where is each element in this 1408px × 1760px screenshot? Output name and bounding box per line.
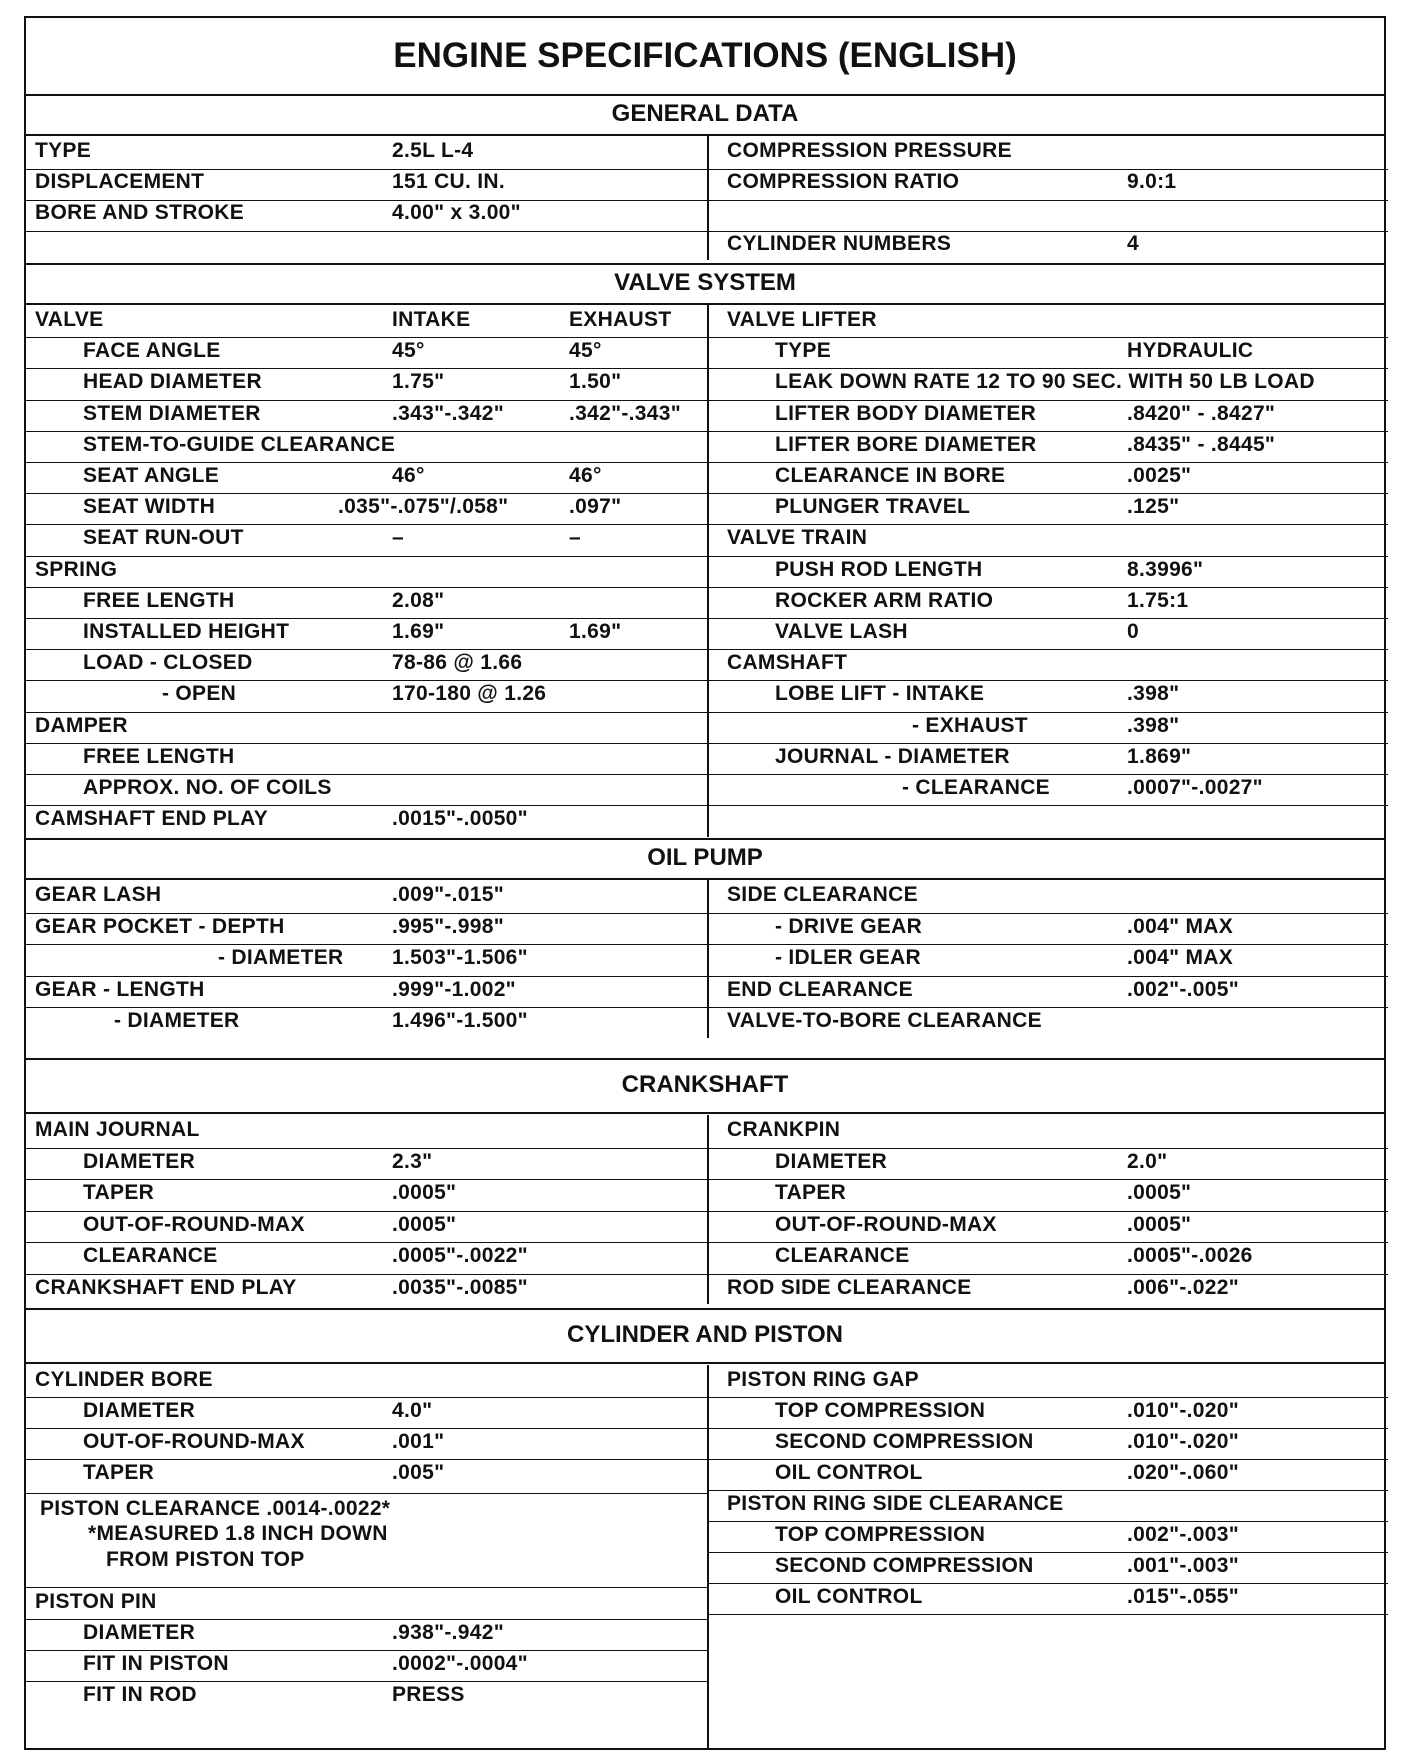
face-angle-exhaust: 45°: [569, 339, 602, 363]
head-diameter-exhaust: 1.50": [569, 370, 622, 394]
end-clearance-label: END CLEARANCE: [727, 977, 913, 1001]
camshaft-end-play-value: .0015"-.0050": [392, 807, 528, 831]
cp-taper-value: .0005": [1127, 1181, 1192, 1204]
crankpin-label: CRANKPIN: [727, 1118, 841, 1141]
seat-width-label: SEAT WIDTH: [83, 495, 216, 519]
row-rule: [26, 1587, 707, 1588]
gear-length-value: .999"-1.002": [392, 977, 516, 1001]
cylinder-numbers-label: CYLINDER NUMBERS: [727, 232, 952, 255]
installed-height-exhaust: 1.69": [569, 620, 622, 643]
drive-gear-label: - DRIVE GEAR: [775, 914, 923, 938]
compression-ratio-value: 9.0:1: [1127, 170, 1177, 193]
ring-gap-label: PISTON RING GAP: [727, 1368, 919, 1391]
crank-end-play-value: .0035"-.0085": [392, 1275, 528, 1299]
seat-angle-label: SEAT ANGLE: [83, 464, 220, 487]
leak-down-text: LEAK DOWN RATE 12 TO 90 SEC. WITH 50 LB LOAD: [775, 370, 1315, 394]
load-open-value: 170-180 @ 1.26: [392, 682, 547, 706]
fit-piston-label: FIT IN PISTON: [83, 1652, 229, 1675]
fit-rod-value: PRESS: [392, 1683, 465, 1706]
row-rule: [707, 1397, 1388, 1398]
seat-runout-label: SEAT RUN-OUT: [83, 526, 244, 550]
lifter-type-value: HYDRAULIC: [1127, 339, 1254, 363]
row-rule: [26, 1428, 707, 1429]
piston-clearance-note2: FROM PISTON TOP: [106, 1548, 305, 1571]
rg-top-label: TOP COMPRESSION: [775, 1399, 986, 1422]
stem-diameter-label: STEM DIAMETER: [83, 401, 261, 425]
stem-diameter-intake: .343"-.342": [392, 401, 504, 425]
compression-pressure-label: COMPRESSION PRESSURE: [727, 139, 1012, 162]
idler-gear-label: - IDLER GEAR: [775, 946, 921, 969]
section-bottom-rule: [26, 303, 1384, 305]
piston-pin-label: PISTON PIN: [35, 1590, 157, 1613]
row-rule: [26, 1459, 707, 1460]
spring-label: SPRING: [35, 557, 118, 581]
head-diameter-intake: 1.75": [392, 370, 445, 394]
seat-runout-exhaust: –: [569, 526, 581, 550]
cb-oor-value: .001": [392, 1430, 445, 1453]
rg-second-label: SECOND COMPRESSION: [775, 1430, 1034, 1453]
pin-diameter-label: DIAMETER: [83, 1621, 196, 1644]
row-rule: [707, 1459, 1388, 1460]
row-rule: [707, 1614, 1388, 1615]
exhaust-header: EXHAUST: [569, 308, 672, 331]
coils-label: APPROX. NO. OF COILS: [83, 776, 332, 799]
cp-diameter-label: DIAMETER: [775, 1149, 888, 1173]
row-rule: [26, 1681, 707, 1682]
face-angle-intake: 45°: [392, 339, 425, 363]
row-rule: [26, 1397, 707, 1398]
lobe-exhaust-label: - EXHAUST: [912, 713, 1028, 737]
gear-lash-value: .009"-.015": [392, 883, 504, 906]
lifter-body-value: .8420" - .8427": [1127, 401, 1276, 425]
intake-header: INTAKE: [392, 308, 471, 331]
rs-top-value: .002"-.003": [1127, 1523, 1239, 1546]
lifter-bore-label: LIFTER BORE DIAMETER: [775, 432, 1037, 456]
push-rod-label: PUSH ROD LENGTH: [775, 557, 983, 581]
column-divider: [707, 1365, 709, 1748]
rg-top-value: .010"-.020": [1127, 1399, 1239, 1422]
gear-pocket-depth-label: GEAR POCKET - DEPTH: [35, 914, 285, 938]
section-valve-system: VALVE SYSTEM: [614, 269, 796, 296]
installed-height-label: INSTALLED HEIGHT: [83, 620, 290, 643]
mj-diameter-label: DIAMETER: [83, 1149, 196, 1173]
cp-oor-value: .0005": [1127, 1212, 1192, 1236]
spec-sheet: [24, 16, 1386, 1750]
spring-free-length-value: 2.08": [392, 588, 445, 612]
piston-clearance-label: PISTON CLEARANCE .0014-.0022*: [40, 1497, 391, 1520]
mj-diameter-value: 2.3": [392, 1149, 433, 1173]
cp-oor-label: OUT-OF-ROUND-MAX: [775, 1212, 997, 1236]
cylinder-numbers-value: 4: [1127, 232, 1139, 255]
row-rule: [707, 1490, 1388, 1491]
rod-side-label: ROD SIDE CLEARANCE: [727, 1275, 972, 1299]
rocker-ratio-label: ROCKER ARM RATIO: [775, 588, 994, 612]
compression-ratio-label: COMPRESSION RATIO: [727, 170, 960, 193]
gear-diameter-label: - DIAMETER: [114, 1009, 240, 1032]
section-bottom-rule: [26, 878, 1384, 880]
gear-pocket-diameter-value: 1.503"-1.506": [392, 946, 528, 969]
clearance-bore-label: CLEARANCE IN BORE: [775, 464, 1006, 487]
damper-free-length-label: FREE LENGTH: [83, 744, 235, 768]
mj-clearance-value: .0005"-.0022": [392, 1244, 528, 1267]
gear-pocket-diameter-label: - DIAMETER: [218, 946, 344, 969]
bore-stroke-value: 4.00" x 3.00": [392, 201, 521, 224]
drive-gear-value: .004" MAX: [1127, 914, 1234, 938]
stem-diameter-exhaust: .342"-.343": [569, 401, 681, 425]
seat-width-exhaust: .097": [569, 495, 622, 519]
load-closed-value: 78-86 @ 1.66: [392, 651, 523, 675]
stem-guide-label: STEM-TO-GUIDE CLEARANCE: [83, 432, 396, 456]
displacement-label: DISPLACEMENT: [35, 170, 205, 193]
cb-diameter-label: DIAMETER: [83, 1399, 196, 1422]
rg-oil-label: OIL CONTROL: [775, 1461, 923, 1484]
valve-header: VALVE: [35, 308, 104, 331]
rg-second-value: .010"-.020": [1127, 1430, 1239, 1453]
lobe-intake-label: LOBE LIFT - INTAKE: [775, 682, 985, 706]
lobe-exhaust-value: .398": [1127, 713, 1180, 737]
main-journal-label: MAIN JOURNAL: [35, 1118, 200, 1141]
mj-taper-label: TAPER: [83, 1181, 155, 1204]
section-bottom-rule: [26, 1362, 1384, 1364]
cylinder-bore-label: CYLINDER BORE: [35, 1368, 213, 1391]
row-rule: [707, 1552, 1388, 1553]
rg-oil-value: .020"-.060": [1127, 1461, 1239, 1484]
mj-taper-value: .0005": [392, 1181, 457, 1204]
face-angle-label: FACE ANGLE: [83, 339, 221, 363]
rs-oil-label: OIL CONTROL: [775, 1585, 923, 1608]
journal-clearance-value: .0007"-.0027": [1127, 776, 1263, 799]
displacement-value: 151 CU. IN.: [392, 170, 506, 193]
row-rule: [26, 1650, 707, 1651]
type: TYPE: [35, 139, 92, 162]
bore-stroke-label: BORE AND STROKE: [35, 201, 245, 224]
mj-oor-label: OUT-OF-ROUND-MAX: [83, 1212, 305, 1236]
cp-clearance-value: .0005"-.0026: [1127, 1244, 1253, 1267]
row-rule: [707, 1428, 1388, 1429]
gear-lash-label: GEAR LASH: [35, 883, 162, 906]
page-title: ENGINE SPECIFICATIONS (ENGLISH): [26, 18, 1384, 96]
section-cylinder-piston: CYLINDER AND PISTON: [566, 1321, 844, 1348]
cb-taper-value: .005": [392, 1461, 445, 1484]
mj-clearance-label: CLEARANCE: [83, 1244, 218, 1267]
installed-height-intake: 1.69": [392, 620, 445, 643]
cb-taper-label: TAPER: [83, 1461, 155, 1484]
cp-taper-label: TAPER: [775, 1181, 847, 1204]
cb-diameter-value: 4.0": [392, 1399, 433, 1422]
gear-diameter-value: 1.496"-1.500": [392, 1009, 528, 1032]
mj-oor-value: .0005": [392, 1212, 457, 1236]
cb-oor-label: OUT-OF-ROUND-MAX: [83, 1430, 305, 1453]
section-general-data: GENERAL DATA: [611, 100, 799, 127]
section-crankshaft: CRANKSHAFT: [621, 1071, 789, 1098]
head-diameter-label: HEAD DIAMETER: [83, 370, 262, 394]
type-value: 2.5L L-4: [392, 139, 474, 162]
cp-diameter-value: 2.0": [1127, 1149, 1168, 1173]
crank-end-play-label: CRANKSHAFT END PLAY: [35, 1275, 297, 1299]
row-rule: [26, 1619, 707, 1620]
gear-pocket-depth-value: .995"-.998": [392, 914, 504, 938]
pin-diameter-value: .938"-.942": [392, 1621, 504, 1644]
fit-rod-label: FIT IN ROD: [83, 1683, 197, 1706]
piston-clearance-note1: *MEASURED 1.8 INCH DOWN: [88, 1522, 388, 1545]
idler-gear-value: .004" MAX: [1127, 946, 1234, 969]
column-divider: [707, 305, 709, 837]
push-rod-value: 8.3996": [1127, 557, 1204, 581]
section-oil-pump: OIL PUMP: [647, 844, 763, 871]
cp-clearance-label: CLEARANCE: [775, 1244, 910, 1267]
row-rule: [707, 1521, 1388, 1522]
lobe-intake-value: .398": [1127, 682, 1180, 706]
row-rule: [707, 1583, 1388, 1584]
fit-piston-value: .0002"-.0004": [392, 1652, 528, 1675]
seat-angle-intake: 46°: [392, 464, 425, 487]
damper-label: DAMPER: [35, 713, 128, 737]
clearance-bore-value: .0025": [1127, 464, 1192, 487]
valve-lash-value: 0: [1127, 620, 1139, 643]
rs-second-label: SECOND COMPRESSION: [775, 1554, 1034, 1577]
camshaft-label: CAMSHAFT: [727, 651, 848, 675]
ring-side-label: PISTON RING SIDE CLEARANCE: [727, 1492, 1064, 1515]
rs-oil-value: .015"-.055": [1127, 1585, 1239, 1608]
lifter-body-label: LIFTER BODY DIAMETER: [775, 401, 1037, 425]
journal-diameter-value: 1.869": [1127, 744, 1192, 768]
gear-length-label: GEAR - LENGTH: [35, 977, 205, 1001]
lifter-bore-value: .8435" - .8445": [1127, 432, 1276, 456]
plunger-travel-value: .125": [1127, 495, 1180, 519]
rocker-ratio-value: 1.75:1: [1127, 588, 1189, 612]
seat-runout-intake: –: [392, 526, 404, 550]
seat-width-intake: .035"-.075"/.058": [338, 495, 509, 519]
side-clearance-label: SIDE CLEARANCE: [727, 883, 918, 906]
valve-lifter-label: VALVE LIFTER: [727, 308, 877, 331]
valve-train-label: VALVE TRAIN: [727, 526, 868, 550]
load-closed-label: LOAD - CLOSED: [83, 651, 253, 675]
camshaft-end-play-label: CAMSHAFT END PLAY: [35, 807, 269, 831]
end-clearance-value: .002"-.005": [1127, 977, 1239, 1001]
spring-free-length-label: FREE LENGTH: [83, 588, 235, 612]
rod-side-value: .006"-.022": [1127, 1275, 1239, 1299]
row-rule: [26, 1493, 707, 1494]
section-bottom-rule: [26, 134, 1384, 136]
load-open-label: - OPEN: [162, 682, 237, 706]
rs-top-label: TOP COMPRESSION: [775, 1523, 986, 1546]
section-bottom-rule: [26, 1112, 1384, 1114]
column-divider: [707, 1115, 709, 1304]
plunger-travel-label: PLUNGER TRAVEL: [775, 495, 971, 519]
lifter-type-label: TYPE: [775, 339, 832, 363]
valve-lash-label: VALVE LASH: [775, 620, 908, 643]
seat-angle-exhaust: 46°: [569, 464, 602, 487]
column-divider: [707, 136, 709, 260]
journal-diameter-label: JOURNAL - DIAMETER: [775, 744, 1010, 768]
rs-second-value: .001"-.003": [1127, 1554, 1239, 1577]
column-divider: [707, 880, 709, 1038]
valve-to-bore-label: VALVE-TO-BORE CLEARANCE: [727, 1009, 1042, 1032]
journal-clearance-label: - CLEARANCE: [902, 776, 1050, 799]
